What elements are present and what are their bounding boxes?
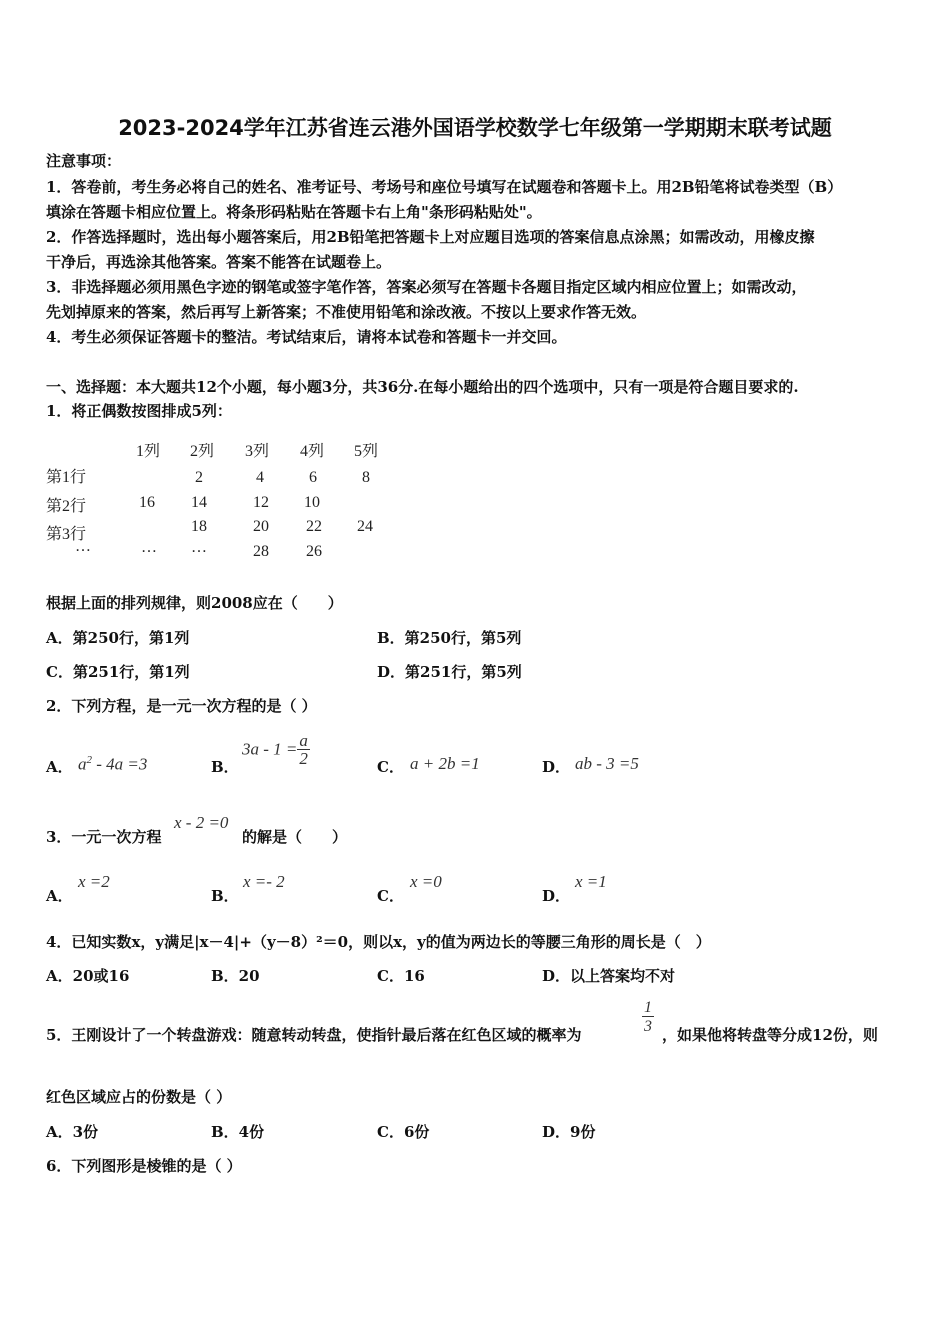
table-cell: 4 — [256, 469, 264, 486]
q2-a-exponent: 2 — [86, 754, 92, 766]
q3-stem-post: 的解是（ ） — [242, 828, 348, 846]
q2-option-b-label: B． — [211, 758, 239, 776]
notice-line-7: 4．考生必须保证答题卡的整洁。考试结束后，请将本试卷和答题卡一并交回。 — [46, 328, 567, 346]
table-cell: … — [141, 539, 157, 556]
table-cell: 10 — [304, 494, 320, 511]
q2-option-b-equation — [242, 732, 310, 767]
notice-line-5: 3．非选择题必须用黑色字迹的钢笔或签字笔作答，答案必须写在答题卡各题目指定区域内相应位置上；如需改动， — [46, 278, 807, 296]
table-row-label: 第1行 — [46, 469, 87, 486]
q5-numerator: 1 — [644, 999, 652, 1016]
table-cell: 18 — [191, 518, 207, 535]
q3-stem-pre: 3．一元一次方程 — [46, 828, 162, 846]
q3-option-d-label: D． — [542, 887, 571, 905]
table-cell: 12 — [253, 494, 269, 511]
table-cell: 6 — [309, 469, 317, 486]
q5-option-d: D．9份 — [542, 1123, 596, 1141]
table-col-header: 5列 — [354, 443, 379, 460]
q3-option-c-label: C． — [377, 887, 404, 905]
table-col-header: 2列 — [190, 443, 215, 460]
q3-option-a-label: A． — [46, 887, 73, 905]
q5-stem-pre: 5．王刚设计了一个转盘游戏：随意转动转盘，使指针最后落在红色区域的概率为 — [46, 1026, 582, 1044]
table-cell: 8 — [362, 469, 370, 486]
q3-option-c-value: x =0 — [410, 872, 442, 891]
table-cell: 26 — [306, 543, 322, 560]
q3-option-d-value: x =1 — [575, 872, 607, 891]
q2-b-fraction — [297, 732, 310, 767]
q3-option-b-label: B． — [211, 887, 239, 905]
q1-option-c: C．第251行，第1列 — [46, 663, 190, 681]
table-cell: … — [191, 539, 207, 556]
table-cell: 14 — [191, 494, 207, 511]
table-cell: 28 — [253, 543, 269, 560]
q4-stem: 4．已知实数x，y满足|x－4|+（y－8）²＝0，则以x，y的值为两边长的等腰三角形的周长是（ ） — [46, 933, 711, 951]
notice-line-1: 1．答卷前，考生务必将自己的姓名、准考证号、考场号和座位号填写在试题卷和答题卡上。用2B铅笔将试卷类型（B） — [46, 178, 843, 196]
q2-option-a-equation — [78, 754, 147, 775]
table-cell: 22 — [306, 518, 322, 535]
exam-title: 2023-2024学年江苏省连云港外国语学校数学七年级第一学期期末联考试题 — [118, 116, 832, 140]
q2-b-numerator: a — [299, 731, 308, 750]
q2-option-a-label: A． — [46, 758, 73, 776]
q3-equation: x - 2 =0 — [174, 813, 229, 832]
table-row-label: 第3行 — [46, 526, 87, 543]
notice-line-6: 先划掉原来的答案，然后再写上新答案；不准使用铅笔和涂改液。不按以上要求作答无效。 — [46, 303, 647, 321]
table-col-header: 4列 — [300, 443, 325, 460]
table-cell: 24 — [357, 518, 373, 535]
q2-b-left: 3a - 1 = — [242, 739, 298, 759]
q1-stem: 1．将正偶数按图排成5列： — [46, 402, 232, 420]
q5-option-a: A．3份 — [46, 1123, 99, 1141]
q2-option-c-label: C． — [377, 758, 404, 776]
notice-line-4: 干净后，再选涂其他答案。答案不能答在试题卷上。 — [46, 253, 392, 271]
notice-line-2: 填涂在答题卡相应位置上。将条形码粘贴在答题卡右上角"条形码粘贴处"。 — [46, 203, 542, 221]
q2-a-base: a — [78, 754, 87, 774]
q4-option-c: C．16 — [377, 967, 425, 985]
q2-stem: 2．下列方程，是一元一次方程的是（ ） — [46, 697, 317, 715]
table-cell: 16 — [139, 494, 155, 511]
notice-line-3: 2．作答选择题时，选出每小题答案后，用2B铅笔把答题卡上对应题目选项的答案信息点涂黑；如需改动，用橡皮擦 — [46, 228, 815, 246]
notice-heading: 注意事项： — [46, 152, 122, 170]
q1-question: 根据上面的排列规律，则2008应在（ ） — [46, 594, 343, 612]
table-col-header: 1列 — [136, 443, 161, 460]
table-col-header: 3列 — [245, 443, 270, 460]
q5-option-c: C．6份 — [377, 1123, 430, 1141]
table-cell: 2 — [195, 469, 203, 486]
q5-line-2: 红色区域应占的份数是（ ） — [46, 1088, 232, 1106]
q6-stem: 6．下列图形是棱锥的是（ ） — [46, 1157, 242, 1175]
q4-option-b: B．20 — [211, 967, 260, 985]
q5-stem-post: ，如果他将转盘等分成12份，则 — [662, 1026, 878, 1044]
table-cell: 20 — [253, 518, 269, 535]
q4-option-a: A．20或16 — [46, 967, 130, 985]
q5-option-b: B．4份 — [211, 1123, 265, 1141]
q3-option-a-value: x =2 — [78, 872, 110, 891]
q2-option-d-equation: ab - 3 =5 — [575, 754, 639, 773]
q2-a-rest: - 4a =3 — [92, 754, 148, 774]
table-row-label: 第2行 — [46, 498, 87, 515]
q2-option-c-equation: a + 2b =1 — [410, 754, 480, 773]
q2-b-denominator: 2 — [299, 749, 308, 768]
q4-option-d: D．以上答案均不对 — [542, 967, 676, 985]
q5-fraction — [642, 1000, 654, 1035]
q1-option-a: A．第250行，第1列 — [46, 629, 190, 647]
q1-option-b: B．第250行，第5列 — [377, 629, 522, 647]
table-row-label: … — [75, 538, 91, 555]
q5-denominator: 3 — [644, 1018, 652, 1035]
section-heading: 一、选择题：本大题共12个小题，每小题3分，共36分.在每小题给出的四个选项中，只有一项是符合题目要求的. — [46, 378, 799, 396]
q1-option-d: D．第251行，第5列 — [377, 663, 522, 681]
q3-option-b-value: x =- 2 — [243, 872, 285, 891]
q2-option-d-label: D． — [542, 758, 571, 776]
